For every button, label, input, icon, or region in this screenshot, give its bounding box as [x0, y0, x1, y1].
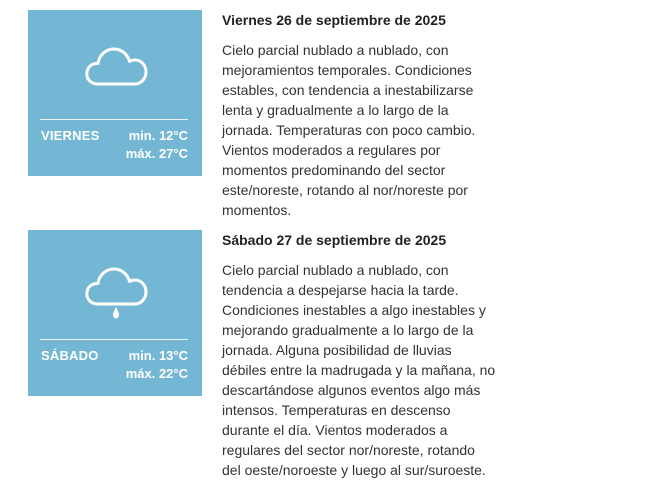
tile-divider [40, 119, 188, 120]
forecast-text [222, 10, 512, 220]
forecast-text [222, 230, 512, 480]
min-temperature: min. 13°C [128, 348, 188, 363]
day-label: SÁBADO [41, 348, 99, 363]
tile-divider [40, 339, 188, 340]
cloud-drizzle-icon [84, 264, 148, 320]
min-temperature: min. 12°C [128, 128, 188, 143]
forecast-date-title: Viernes 26 de septiembre de 2025 [222, 12, 446, 28]
max-temperature: máx. 27°C [125, 146, 188, 161]
forecast-description: Cielo parcial nublado a nublado, con mejoramientos temporales. Condiciones estables, con tendencia a inestabilizarse lenta y gradualmente a lo largo de la jornada. Temperaturas con poco cambio. Vientos moderados a regulares por momentos predominando del sector este/noreste, rotando al nor/noreste por momentos. [222, 42, 476, 218]
day-label: VIERNES [41, 128, 100, 143]
forecast-description: Cielo parcial nublado a nublado, con tendencia a despejarse hacia la tarde. Condiciones inestables a algo inestables y mejorando gradualmente a lo largo de la jornada. Alguna posibilidad de lluvias débiles entre la madrugada y la mañana, no descartándose algunos eventos algo más intensos. Temperaturas en descenso durante el día. Vientos moderados a regulares del sector nor/noreste, rotando del oeste/noroeste y luego al sur/suroeste. [222, 262, 496, 478]
forecast-date-title: Sábado 27 de septiembre de 2025 [222, 232, 447, 248]
forecast-tile [28, 10, 202, 176]
forecast-tile [28, 230, 202, 396]
cloud-icon [84, 44, 148, 90]
max-temperature: máx. 22°C [125, 366, 188, 381]
